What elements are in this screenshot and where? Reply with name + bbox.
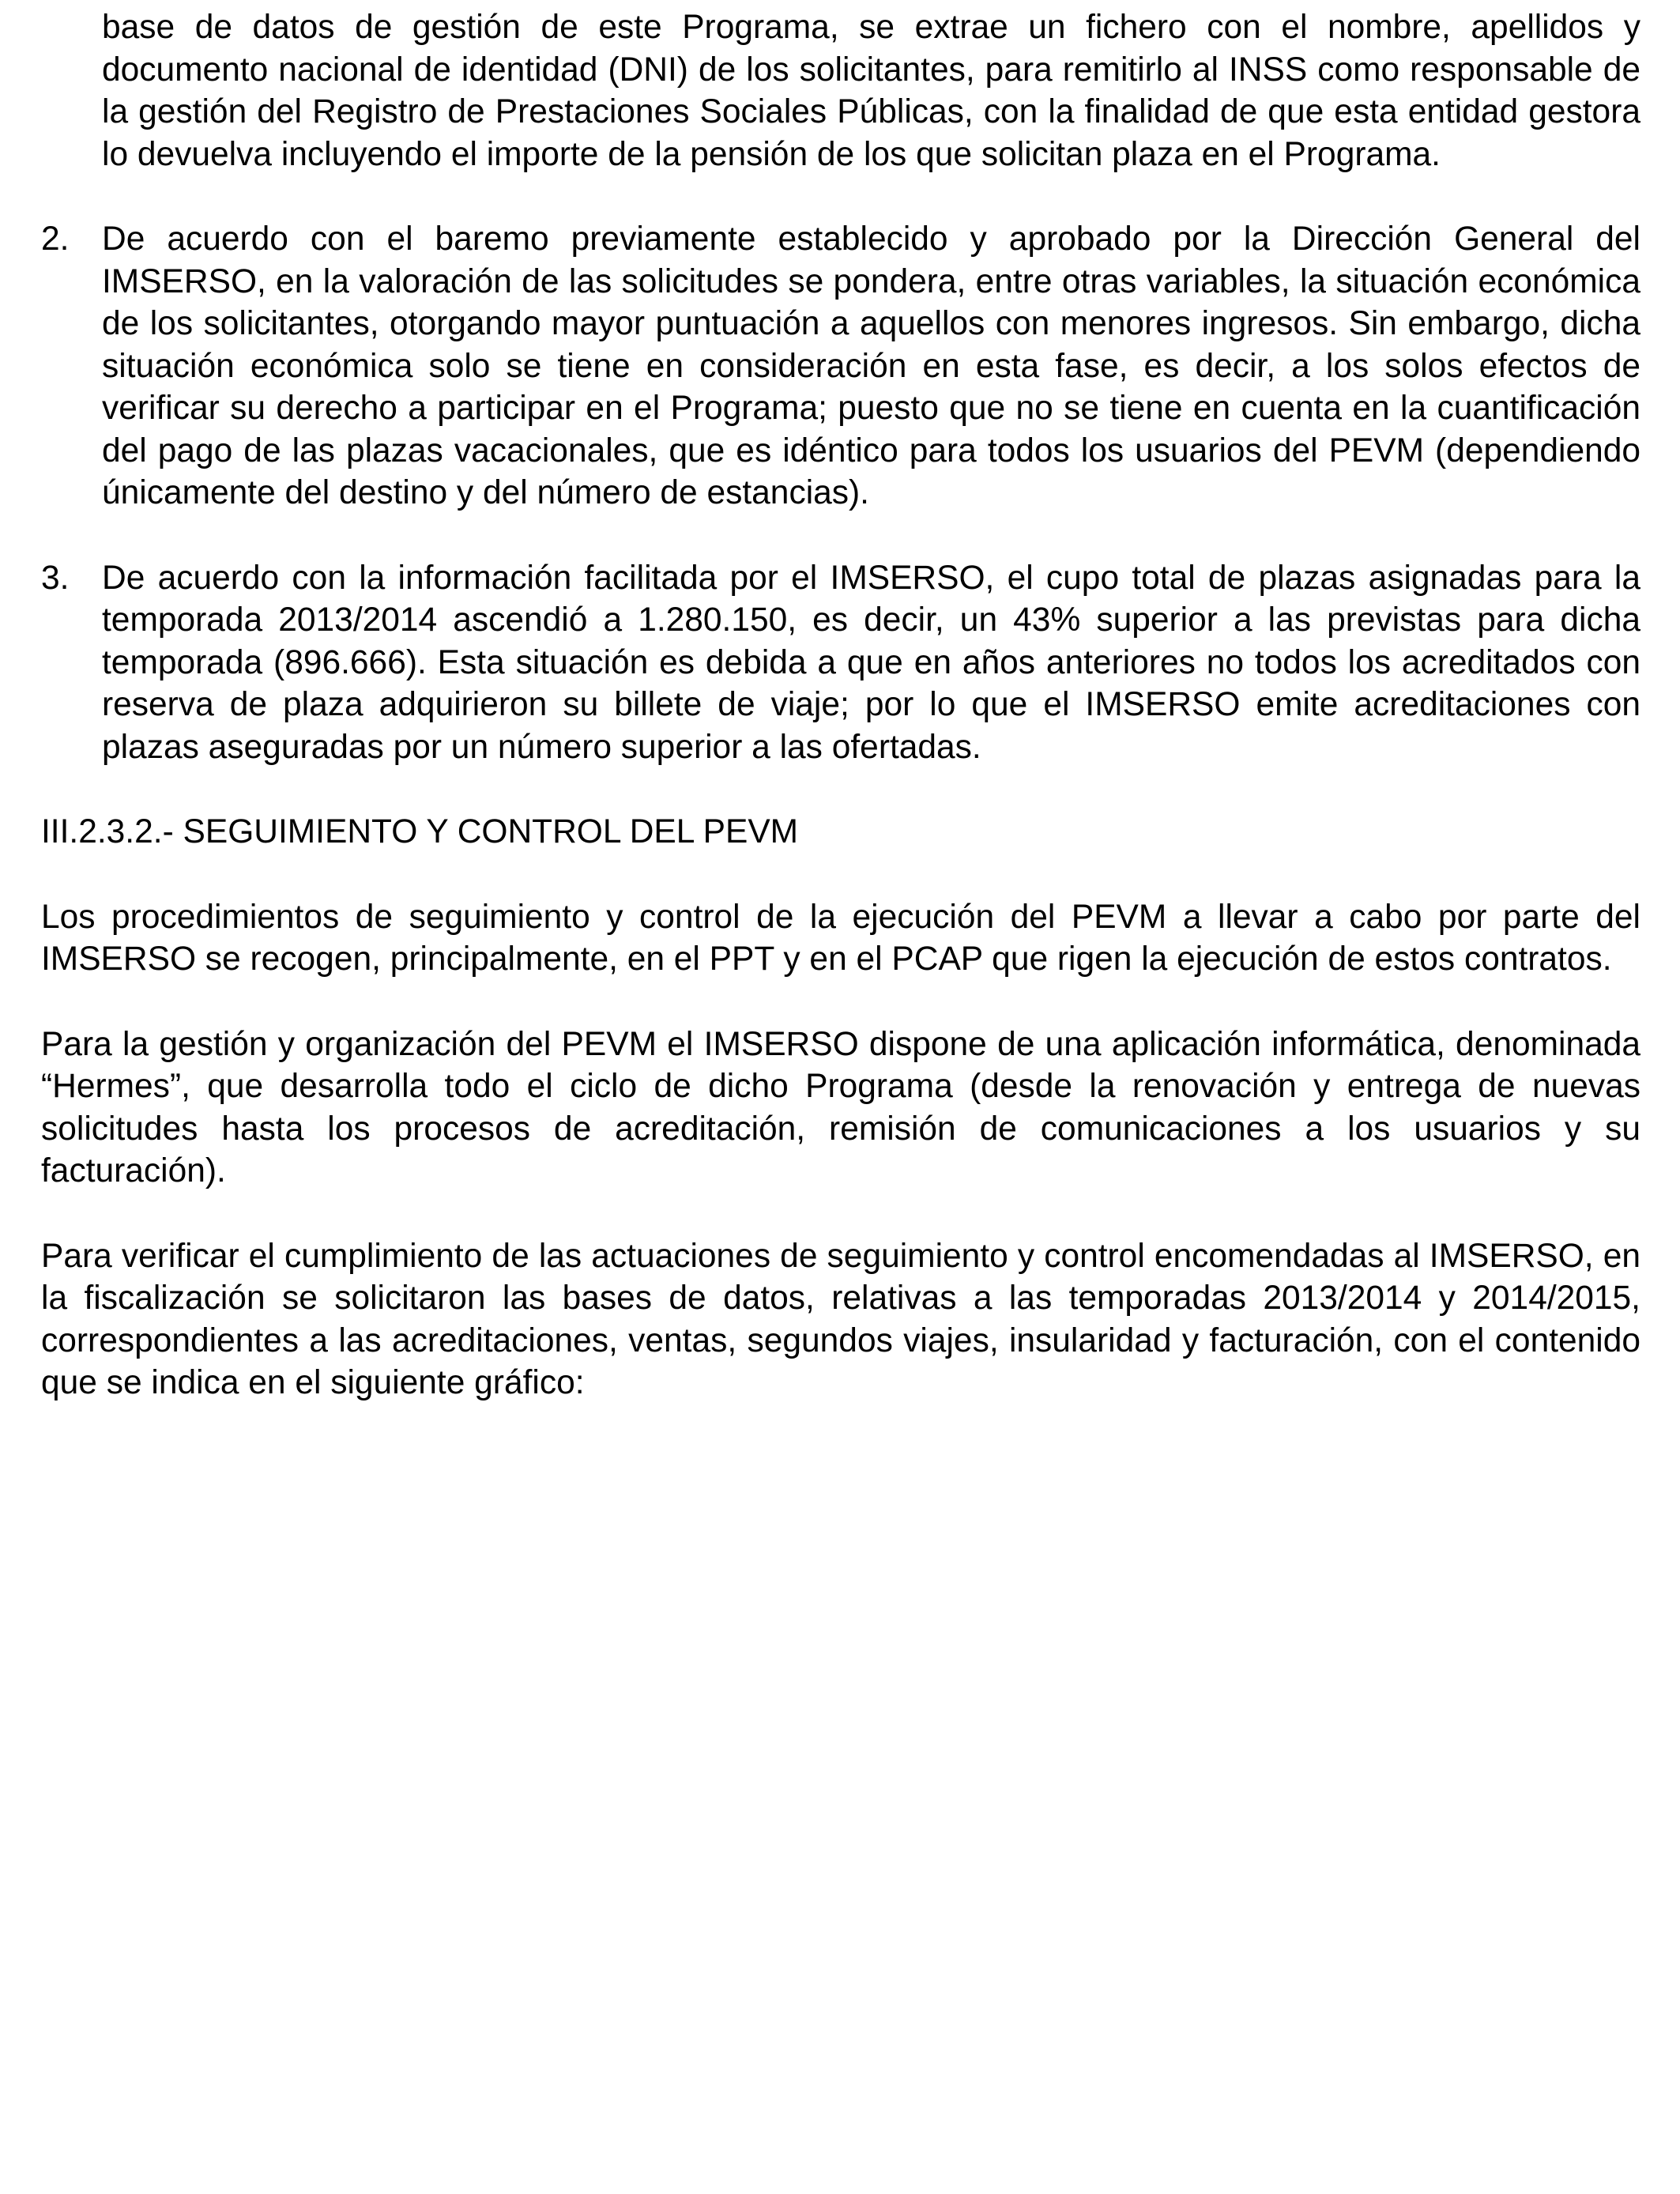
list-item-number: 3. [41, 559, 70, 597]
body-paragraph: Los procedimientos de seguimiento y control de la ejecución del PEVM a llevar a cabo por parte del IMSERSO se recogen, principalmente, en el PPT y en el PCAP que rigen la ejecución de estos contratos. [41, 898, 1640, 978]
continuation-paragraph: base de datos de gestión de este Programa, se extrae un fichero con el nombre, apellidos y documento nacional de identidad (DNI) de los solicitantes, para remitirlo al INSS como responsable de la gestión del Registro de Prestaciones Sociales Públicas, con la finalidad de que esta entidad gestora lo devuelva incluyendo el importe de la pensión de los que solicitan plaza en el Programa. [102, 9, 1640, 173]
spacer [41, 768, 1640, 811]
spacer [41, 515, 1640, 557]
document-page [41, 6, 1640, 1404]
list-item-number: 2. [41, 221, 70, 258]
list-item-text: De acuerdo con la información facilitada por el IMSERSO, el cupo total de plazas asignadas para la temporada 2013/2014 ascendió a 1.280.150, es decir, un 43% superior a las previstas para dicha temporada (896.666). Esta situación es debida a que en años anteriores no todos los acreditados con reserva de plaza adquirieron su billete de viaje; por lo que el IMSERSO emite acreditaciones con plazas aseguradas por un número superior a las ofertadas. [102, 559, 1640, 766]
list-item [41, 218, 1640, 515]
spacer [41, 175, 1640, 218]
body-paragraph: Para la gestión y organización del PEVM el IMSERSO dispone de una aplicación informática, denominada “Hermes”, que desarrolla todo el ciclo de dicho Programa (desde la renovación y entrega de nuevas solicitudes hasta los procesos de acreditación, remisión de comunicaciones a los usuarios y su facturación). [41, 1025, 1640, 1189]
spacer [41, 854, 1640, 896]
spacer [41, 1193, 1640, 1235]
list-item [41, 557, 1640, 769]
section-heading: III.2.3.2.- SEGUIMIENTO Y CONTROL DEL PEVM [41, 813, 799, 850]
spacer [41, 981, 1640, 1023]
body-paragraph: Para verificar el cumplimiento de las actuaciones de seguimiento y control encomendadas al IMSERSO, en la fiscalización se solicitaron las bases de datos, relativas a las temporadas 2013/2014 y 2014/2015, correspondientes a las acreditaciones, ventas, segundos viajes, insularidad y facturación, con el contenido que se indica en el siguiente gráfico: [41, 1237, 1640, 1401]
list-item-text: De acuerdo con el baremo previamente establecido y aprobado por la Dirección General del IMSERSO, en la valoración de las solicitudes se pondera, entre otras variables, la situación económica de los solicitantes, otorgando mayor puntuación a aquellos con menores ingresos. Sin embargo, dicha situación económica solo se tiene en consideración en esta fase, es decir, a los solos efectos de verificar su derecho a participar en el Programa; puesto que no se tiene en cuenta en la cuantificación del pago de las plazas vacacionales, que es idéntico para todos los usuarios del PEVM (dependiendo únicamente del destino y del número de estancias). [102, 221, 1640, 511]
